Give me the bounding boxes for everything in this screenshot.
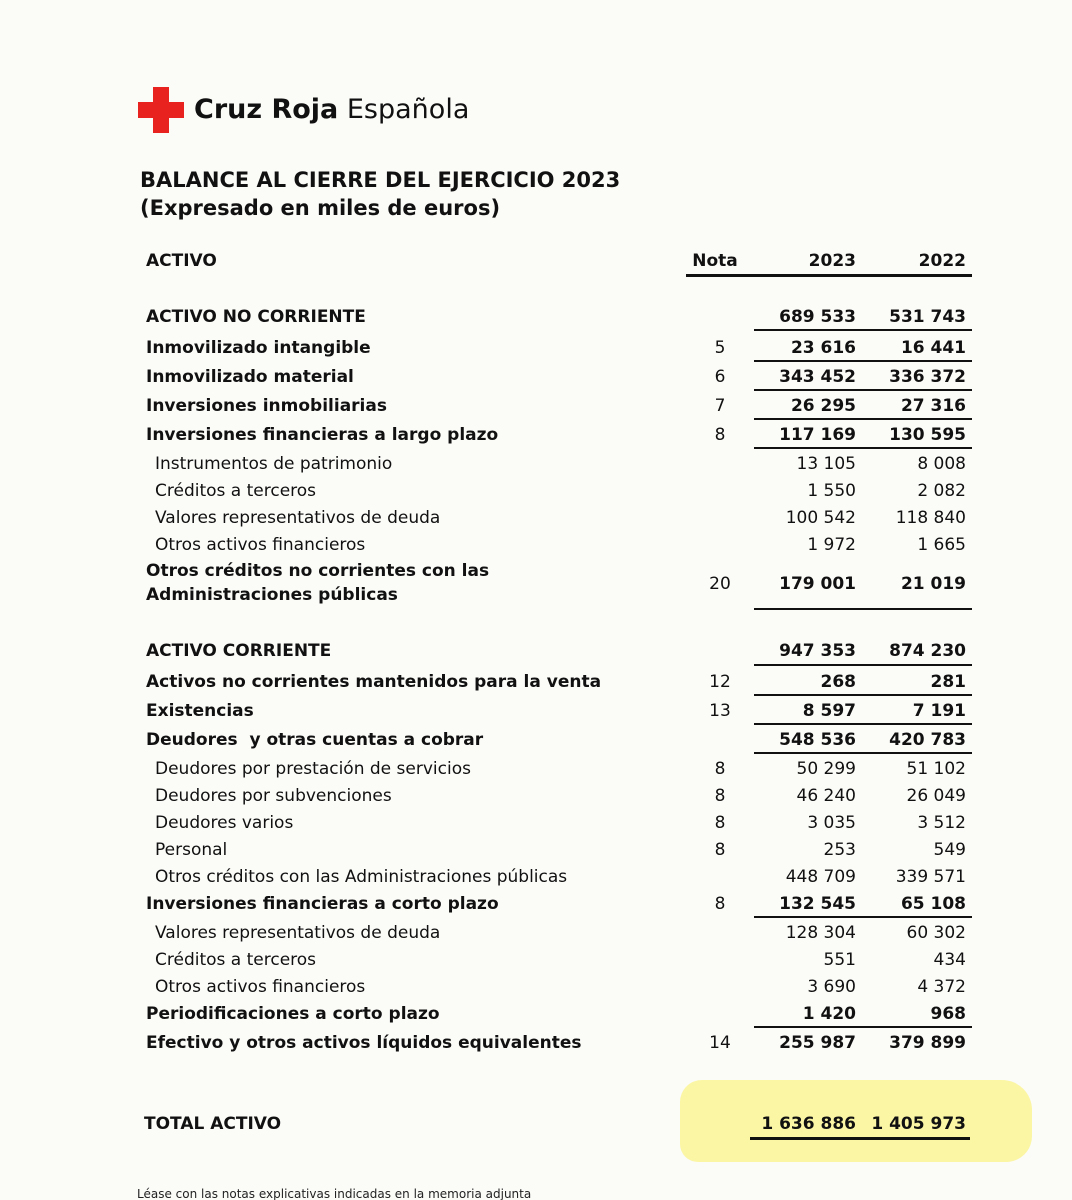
row-nota: 7 <box>714 396 726 416</box>
row-value-2023: 343 452 <box>779 367 856 387</box>
row-label: Créditos a terceros <box>155 950 317 970</box>
table-row <box>0 758 1072 784</box>
row-label: Créditos a terceros <box>155 481 317 501</box>
row-label: Inversiones financieras a corto plazo <box>146 894 499 914</box>
brand-name <box>194 92 469 128</box>
table-row <box>0 534 1072 560</box>
table-row <box>0 812 1072 838</box>
row-label: Otros activos financieros <box>155 535 366 555</box>
row-value-2023: 132 545 <box>779 894 856 914</box>
header-divider <box>686 274 972 277</box>
row-value-2022: 130 595 <box>889 425 966 445</box>
row-nota: 8 <box>714 425 726 445</box>
subtotal-divider <box>754 360 972 362</box>
subtotal-divider <box>754 916 972 918</box>
total-highlight <box>680 1080 1032 1162</box>
row-value-2022: 60 302 <box>906 923 966 943</box>
row-value-2023: 128 304 <box>785 923 856 943</box>
row-value-2023: 1 972 <box>807 535 856 555</box>
total-value-2023: 1 636 886 <box>761 1114 856 1134</box>
row-value-2022: 420 783 <box>889 730 966 750</box>
row-value-2023: 1 420 <box>802 1004 856 1024</box>
row-label: ACTIVO CORRIENTE <box>146 641 332 661</box>
row-value-2023: 13 105 <box>796 454 856 474</box>
table-row <box>0 839 1072 865</box>
row-nota: 8 <box>714 786 726 806</box>
subtotal-divider <box>754 1026 972 1028</box>
table-row <box>0 866 1072 892</box>
table-row <box>0 1032 1072 1058</box>
row-value-2023: 1 550 <box>807 481 856 501</box>
row-value-2023: 8 597 <box>802 701 856 721</box>
row-label: Periodificaciones a corto plazo <box>146 1004 440 1024</box>
row-value-2022: 118 840 <box>895 508 966 528</box>
table-row <box>0 922 1072 948</box>
row-value-2022: 21 019 <box>900 574 966 594</box>
row-value-2023: 26 295 <box>790 396 856 416</box>
row-nota: 8 <box>714 813 726 833</box>
row-value-2023: 117 169 <box>779 425 856 445</box>
row-value-2022: 874 230 <box>889 641 966 661</box>
row-value-2022: 1 665 <box>917 535 966 555</box>
table-row <box>0 453 1072 479</box>
table-row <box>0 480 1072 506</box>
column-header-2022: 2022 <box>918 251 966 271</box>
table-row <box>0 559 1072 609</box>
row-value-2023: 23 616 <box>790 338 856 358</box>
row-label: Inmovilizado material <box>146 367 354 387</box>
row-label: ACTIVO NO CORRIENTE <box>146 307 366 327</box>
row-value-2022: 339 571 <box>895 867 966 887</box>
row-value-2022: 336 372 <box>889 367 966 387</box>
row-value-2023: 551 <box>823 950 856 970</box>
row-value-2022: 7 191 <box>912 701 966 721</box>
row-value-2022: 549 <box>933 840 966 860</box>
subtotal-divider <box>754 447 972 449</box>
row-value-2022: 2 082 <box>917 481 966 501</box>
row-value-2022: 379 899 <box>889 1033 966 1053</box>
row-value-2022: 27 316 <box>900 396 966 416</box>
document-title: BALANCE AL CIERRE DEL EJERCICIO 2023 <box>140 168 621 192</box>
row-value-2023: 448 709 <box>785 867 856 887</box>
row-label: Valores representativos de deuda <box>155 923 441 943</box>
subtotal-divider <box>754 418 972 420</box>
row-value-2023: 689 533 <box>779 307 856 327</box>
row-value-2023: 46 240 <box>796 786 856 806</box>
subtotal-divider <box>754 752 972 754</box>
row-label: Valores representativos de deuda <box>155 508 441 528</box>
row-label: Otros activos financieros <box>155 977 366 997</box>
subtotal-divider <box>754 694 972 696</box>
table-row <box>0 640 1072 666</box>
subtotal-divider <box>754 389 972 391</box>
row-value-2022: 26 049 <box>906 786 966 806</box>
row-nota: 20 <box>709 574 731 594</box>
row-label: Instrumentos de patrimonio <box>155 454 393 474</box>
row-value-2022: 3 512 <box>917 813 966 833</box>
subtotal-divider <box>754 723 972 725</box>
subtotal-divider <box>754 608 972 610</box>
brand-bold: Cruz Roja <box>194 94 339 125</box>
row-value-2023: 253 <box>823 840 856 860</box>
row-nota: 14 <box>709 1033 731 1053</box>
row-nota: 5 <box>714 338 726 358</box>
row-label: Efectivo y otros activos líquidos equivalentes <box>146 1033 582 1053</box>
table-row <box>0 976 1072 1002</box>
row-value-2023: 548 536 <box>779 730 856 750</box>
footnote: Léase con las notas explicativas indicadas en la memoria adjunta <box>137 1187 532 1200</box>
total-divider <box>750 1137 970 1140</box>
row-value-2022: 968 <box>930 1004 966 1024</box>
row-value-2022: 4 372 <box>917 977 966 997</box>
row-label: Deudores y otras cuentas a cobrar <box>146 730 484 750</box>
total-label: TOTAL ACTIVO <box>144 1114 282 1134</box>
row-value-2023: 50 299 <box>796 759 856 779</box>
subtotal-divider <box>754 329 972 331</box>
row-label: Otros créditos con las Administraciones públicas <box>155 867 568 887</box>
table-row <box>0 507 1072 533</box>
row-value-2022: 531 743 <box>889 307 966 327</box>
total-value-2022: 1 405 973 <box>871 1114 966 1134</box>
row-label: Otros créditos no corrientes con las Administraciones públicas <box>146 561 490 605</box>
row-label: Deudores por prestación de servicios <box>155 759 471 779</box>
row-nota: 6 <box>714 367 726 387</box>
row-value-2022: 8 008 <box>917 454 966 474</box>
row-label: Deudores varios <box>155 813 294 833</box>
row-label: Existencias <box>146 701 254 721</box>
row-value-2023: 179 001 <box>779 574 856 594</box>
subtotal-divider <box>754 664 972 666</box>
document-subtitle: (Expresado en miles de euros) <box>140 196 501 220</box>
row-value-2023: 3 690 <box>807 977 856 997</box>
row-label: Inmovilizado intangible <box>146 338 371 358</box>
row-label: Inversiones inmobiliarias <box>146 396 387 416</box>
column-header-nota: Nota <box>692 251 738 271</box>
row-label: Deudores por subvenciones <box>155 786 392 806</box>
row-label: Activos no corrientes mantenidos para la venta <box>146 672 602 692</box>
row-nota: 8 <box>714 894 726 914</box>
row-nota: 12 <box>709 672 731 692</box>
red-cross-icon <box>138 87 184 133</box>
column-header-section: ACTIVO <box>146 251 217 271</box>
row-value-2022: 51 102 <box>906 759 966 779</box>
row-value-2023: 268 <box>820 672 856 692</box>
row-value-2023: 255 987 <box>779 1033 856 1053</box>
table-row <box>0 785 1072 811</box>
column-header-2023: 2023 <box>808 251 856 271</box>
row-value-2022: 65 108 <box>900 894 966 914</box>
row-nota: 8 <box>714 759 726 779</box>
table-row <box>0 949 1072 975</box>
row-label: Inversiones financieras a largo plazo <box>146 425 499 445</box>
row-value-2022: 434 <box>933 950 966 970</box>
row-value-2023: 3 035 <box>807 813 856 833</box>
row-value-2022: 281 <box>930 672 966 692</box>
row-value-2023: 947 353 <box>779 641 856 661</box>
row-value-2023: 100 542 <box>785 508 856 528</box>
row-label: Personal <box>155 840 228 860</box>
brand-regular: Española <box>346 94 470 125</box>
row-nota: 8 <box>714 840 726 860</box>
row-value-2022: 16 441 <box>900 338 966 358</box>
row-nota: 13 <box>709 701 731 721</box>
